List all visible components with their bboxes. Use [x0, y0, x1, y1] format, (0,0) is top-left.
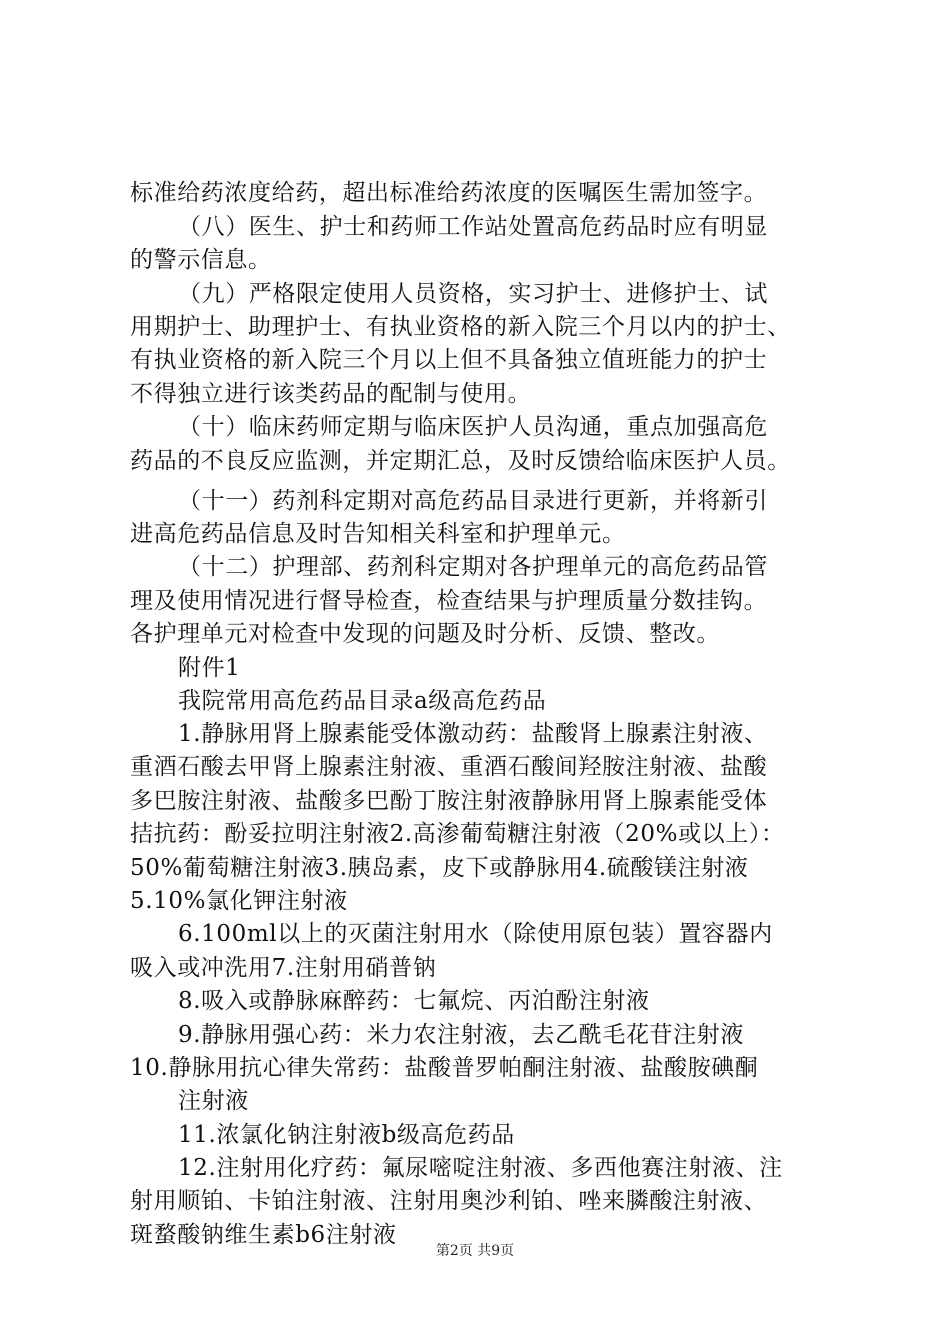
- text-line: 多巴胺注射液、盐酸多巴酚丁胺注射液静脉用肾上腺素能受体: [130, 788, 768, 814]
- text-line: （十）临床药师定期与临床医护人员沟通，重点加强高危: [178, 414, 768, 440]
- text-line: 理及使用情况进行督导检查，检查结果与护理质量分数挂钩。: [130, 588, 768, 614]
- text-line: 各护理单元对检查中发现的问题及时分析、反馈、整改。: [130, 621, 720, 647]
- text-line: 1.静脉用肾上腺素能受体激动药：盐酸肾上腺素注射液、: [178, 721, 768, 747]
- text-line: 6.100ml以上的灭菌注射用水（除使用原包装）置容器内: [178, 921, 773, 947]
- text-line: 注射液: [178, 1088, 249, 1114]
- text-line: 用期护士、助理护士、有执业资格的新入院三个月以内的护士、: [130, 314, 791, 340]
- text-line: （十一）药剂科定期对高危药品目录进行更新，并将新引: [178, 488, 768, 514]
- text-line: 射用顺铂、卡铂注射液、注射用奥沙利铂、唑来膦酸注射液、: [130, 1188, 768, 1214]
- attachment-label: 附件1: [178, 655, 241, 681]
- text-line: 拮抗药：酚妥拉明注射液2.高渗葡萄糖注射液（20%或以上）：: [130, 821, 785, 847]
- text-line: （九）严格限定使用人员资格，实习护士、进修护士、试: [178, 281, 768, 307]
- text-line: 5.10%氯化钾注射液: [130, 888, 348, 914]
- text-line: 8.吸入或静脉麻醉药：七氟烷、丙泊酚注射液: [178, 988, 650, 1014]
- text-line: 50%葡萄糖注射液3.胰岛素，皮下或静脉用4.硫酸镁注射液: [130, 855, 749, 881]
- text-line: 不得独立进行该类药品的配制与使用。: [130, 381, 532, 407]
- text-line: 10.静脉用抗心律失常药：盐酸普罗帕酮注射液、盐酸胺碘酮: [130, 1055, 759, 1081]
- text-line: 斑蝥酸钠维生素b6注射液: [130, 1222, 397, 1248]
- text-line: 重酒石酸去甲肾上腺素注射液、重酒石酸间羟胺注射液、盐酸: [130, 754, 768, 780]
- text-line: （十二）护理部、药剂科定期对各护理单元的高危药品管: [178, 554, 768, 580]
- page-number-footer: 第2页 共9页: [435, 1243, 515, 1259]
- text-line: 11.浓氯化钠注射液b级高危药品: [178, 1122, 515, 1148]
- text-line: 有执业资格的新入院三个月以上但不具备独立值班能力的护士: [130, 347, 768, 373]
- text-line: 吸入或冲洗用7.注射用硝普钠: [130, 955, 437, 981]
- section-heading: 我院常用高危药品目录a级高危药品: [178, 688, 547, 714]
- text-line: 标准给药浓度给药，超出标准给药浓度的医嘱医生需加签字。: [130, 180, 768, 206]
- text-line: 的警示信息。: [130, 247, 272, 273]
- text-line: 药品的不良反应监测，并定期汇总，及时反馈给临床医护人员。: [130, 448, 791, 474]
- text-line: 9.静脉用强心药：米力农注射液，去乙酰毛花苷注射液: [178, 1022, 744, 1048]
- text-line: 12.注射用化疗药：氟尿嘧啶注射液、多西他赛注射液、注: [178, 1155, 783, 1181]
- text-line: （八）医生、护士和药师工作站处置高危药品时应有明显: [178, 214, 768, 240]
- text-line: 进高危药品信息及时告知相关科室和护理单元。: [130, 521, 626, 547]
